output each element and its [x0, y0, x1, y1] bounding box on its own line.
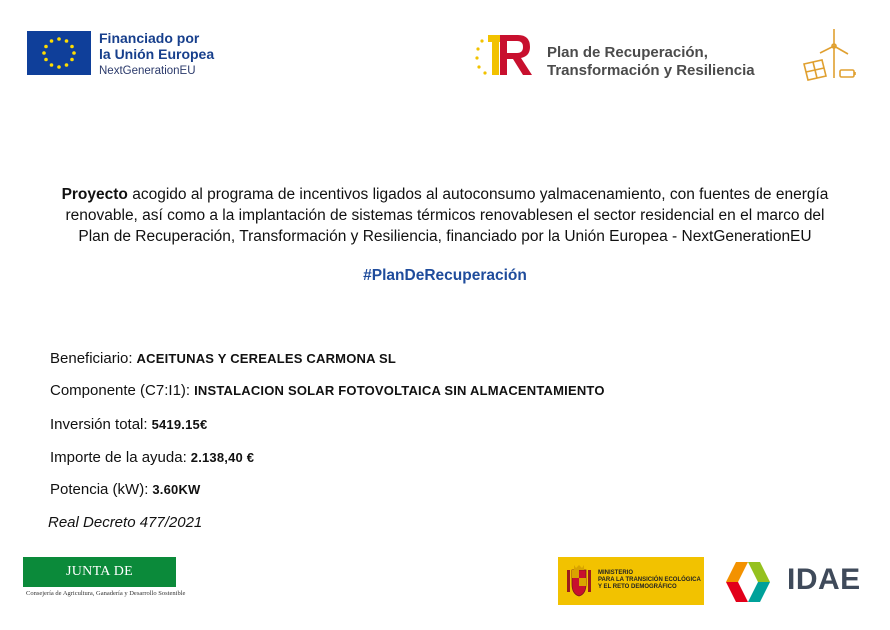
wind-solar-energy-icon [800, 26, 858, 82]
detail-value: INSTALACION SOLAR FOTOVOLTAICA SIN ALMACENTAMIENTO [194, 383, 605, 398]
detail-beneficiario [50, 350, 396, 367]
project-description [40, 184, 850, 247]
idae-wordmark: IDAE [787, 563, 861, 596]
detail-value: 3.60KW [152, 482, 201, 497]
junta-subtitle: Consejería de Agricultura, Ganadería y Desarrollo Sostenible [26, 590, 186, 597]
eu-funding-line1: Financiado por [99, 30, 200, 46]
detail-potencia [50, 481, 201, 498]
eu-flag-icon [27, 31, 91, 75]
ministerio-line2: PARA LA TRANSICIÓN ECOLÓGICA [598, 577, 701, 583]
hashtag: #PlanDeRecuperación [363, 267, 527, 284]
intro-line2: renovable, así como a la implantación de sistemas térmicos renovablesen el sector residencial en el marco del [65, 207, 825, 224]
prtr-title-line2: Transformación y Resiliencia [547, 62, 755, 79]
detail-label: Componente (C7:I1): [50, 382, 191, 399]
project-label: Proyecto [61, 186, 128, 203]
prtr-title-line1: Plan de Recuperación, [547, 44, 708, 61]
ministerio-line1: MINISTERIO [598, 570, 634, 576]
real-decreto: Real Decreto 477/2021 [48, 514, 203, 531]
ministerio-logo [558, 557, 704, 605]
coat-of-arms-icon [565, 564, 593, 598]
eu-funding-line2: la Unión Europea [99, 46, 215, 62]
detail-value: 5419.15€ [151, 417, 208, 432]
detail-label: Importe de la ayuda: [50, 449, 187, 466]
detail-importe [50, 449, 254, 466]
detail-value: 2.138,40 € [190, 450, 255, 465]
detail-inversion [50, 416, 207, 433]
idae-logo-icon [716, 559, 780, 605]
intro-line1: acogido al programa de incentivos ligados al autoconsumo yalmacenamiento, con fuentes de energía [127, 186, 829, 203]
intro-line3: Plan de Recuperación, Transformación y Resiliencia, financiado por la Unión Europea - NextGenerationEU [78, 228, 812, 245]
ministerio-line3: Y EL RETO DEMOGRÁFICO [598, 584, 677, 590]
junta-extremadura-logo: JUNTA DE EXTREMADURA [23, 557, 176, 587]
detail-label: Potencia (kW): [50, 481, 149, 498]
prtr-logo-icon [474, 31, 536, 77]
detail-label: Inversión total: [50, 416, 148, 433]
detail-value: ACEITUNAS Y CEREALES CARMONA SL [136, 351, 397, 366]
eu-funding-line3: NextGenerationEU [99, 65, 196, 77]
detail-componente [50, 382, 605, 399]
detail-label: Beneficiario: [50, 350, 133, 367]
